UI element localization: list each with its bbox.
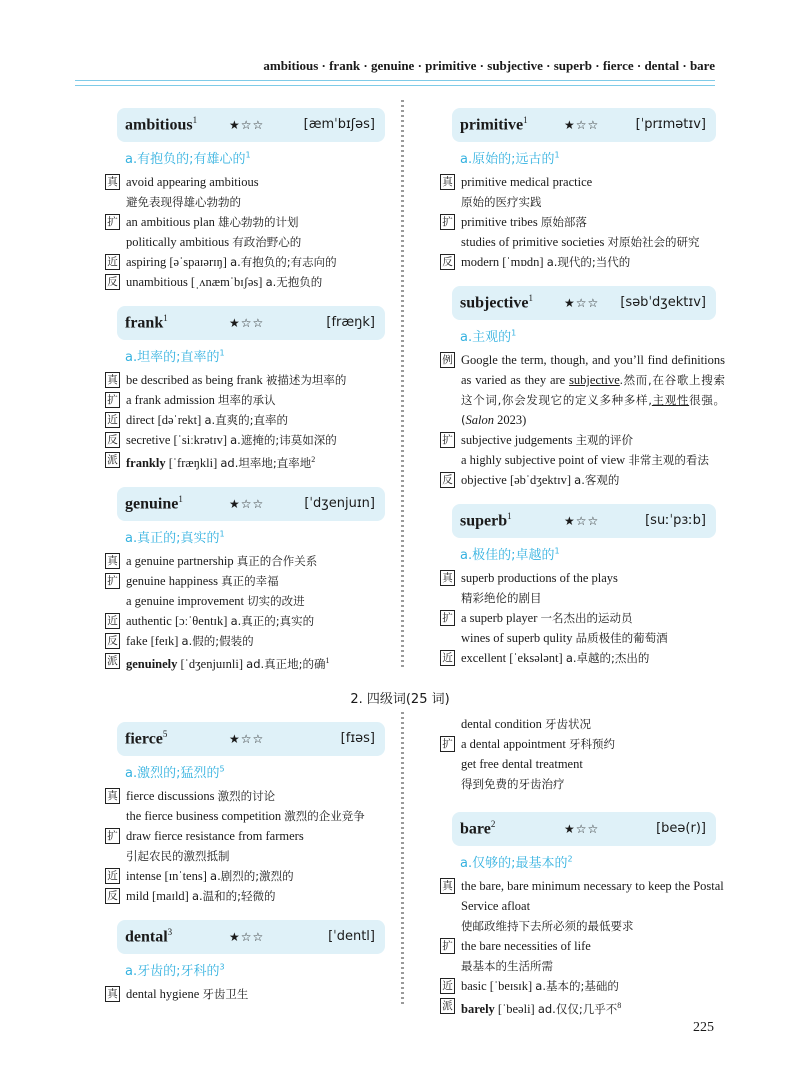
example-line: 最基本的生活所需 xyxy=(461,959,553,973)
entry-bare xyxy=(440,812,725,1019)
tag-synonym: 近 xyxy=(105,254,120,270)
tag-real-exam: 真 xyxy=(105,553,120,569)
tag-antonym: 反 xyxy=(440,254,455,270)
tag-real-exam: 真 xyxy=(105,372,120,388)
tag-example: 例 xyxy=(440,352,455,368)
tag-antonym: 反 xyxy=(105,274,120,290)
definition: a.主观的$^1$ xyxy=(460,328,517,345)
tag-extension: 扩 xyxy=(105,573,120,589)
headword: ambitious$^1$ xyxy=(125,115,198,134)
tag-real-exam: 真 xyxy=(105,986,120,1002)
example-line: 扩 genuine happiness 真正的幸福 xyxy=(105,571,395,591)
column-divider-top xyxy=(398,100,406,668)
tag-derivative: 派 xyxy=(105,653,120,669)
example-line: 扩 an ambitious plan 雄心勃勃的计划 xyxy=(105,212,395,232)
example-line: 例 Google the term, though, and you’ll find definitions as varied as they are subjective.然而,在谷歌上搜索这个词,你会发现它的定义多种多样,主观性很强。(Salon 2023) xyxy=(440,350,725,430)
synonym-line: 近 excellent [ˈeksələnt] a.卓越的;杰出的 xyxy=(440,648,725,668)
pronunciation: [fɪəs] xyxy=(340,731,375,746)
antonym-line: 反 unambitious [ˌʌnæmˈbɪʃəs] a.无抱负的 xyxy=(105,272,395,292)
derivative-line: 派 frankly [ˈfræŋkli] ad.坦率地;直率地$^2$ xyxy=(105,450,395,473)
example-line: 真 avoid appearing ambitious xyxy=(105,172,395,192)
tag-extension: 扩 xyxy=(440,610,455,626)
definition: a.原始的;远古的$^1$ xyxy=(460,150,560,167)
right-column-bottom xyxy=(440,714,725,1029)
entry-ambitious xyxy=(105,108,395,292)
definition: a.仅够的;最基本的$^2$ xyxy=(460,854,573,871)
tag-antonym: 反 xyxy=(105,888,120,904)
headword-box xyxy=(452,286,716,320)
tag-real-exam: 真 xyxy=(440,174,455,190)
entry-genuine xyxy=(105,487,395,674)
derivative-line: 派 barely [ˈbeəli] ad.仅仅;几乎不$^8$ xyxy=(440,996,725,1019)
tag-synonym: 近 xyxy=(105,412,120,428)
pronunciation: [æmˈbɪʃəs] xyxy=(303,117,375,132)
definition: a.坦率的;直率的$^1$ xyxy=(125,348,225,365)
example-line: 真 superb productions of the plays xyxy=(440,568,725,588)
example-line: 扩 a superb player 一名杰出的运动员 xyxy=(440,608,725,628)
entry-subjective xyxy=(440,286,725,490)
column-divider-bottom xyxy=(398,712,406,1005)
headword-box xyxy=(452,504,716,538)
page-number: 225 xyxy=(693,1020,714,1035)
headword-box xyxy=(117,108,385,142)
example-line: the fierce business competition 激烈的企业竞争 xyxy=(126,809,365,823)
tag-synonym: 近 xyxy=(105,613,120,629)
frequency-stars: ★☆☆ xyxy=(564,118,600,132)
headword-box xyxy=(117,306,385,340)
example-line: dental condition 牙齿状况 xyxy=(461,717,592,731)
example-line: 精彩绝伦的剧目 xyxy=(461,591,542,605)
example-line: 真 the bare, bare minimum necessary to keep the Postal Service afloat xyxy=(440,876,725,916)
tag-real-exam: 真 xyxy=(105,174,120,190)
antonym-line: 反 secretive [ˈsiːkrətɪv] a.遮掩的;讳莫如深的 xyxy=(105,430,395,450)
tag-synonym: 近 xyxy=(440,978,455,994)
frequency-stars: ★☆☆ xyxy=(229,118,265,132)
frequency-stars: ★☆☆ xyxy=(229,930,265,944)
tag-extension: 扩 xyxy=(440,736,455,752)
frequency-stars: ★☆☆ xyxy=(564,822,600,836)
example-line: a highly subjective point of view 非常主观的看法 xyxy=(461,453,709,467)
pronunciation: [ˈdentl] xyxy=(328,929,375,944)
running-header: ambitious · frank · genuine · primitive · subjective · superb · fierce · dental · bare xyxy=(263,58,715,73)
tag-synonym: 近 xyxy=(440,650,455,666)
pronunciation: [fræŋk] xyxy=(326,315,375,330)
synonym-line: 近 aspiring [əˈspaɪərɪŋ] a.有抱负的;有志向的 xyxy=(105,252,395,272)
entry-frank xyxy=(105,306,395,473)
derivative-line: 派 genuinely [ˈdʒenjuɪnli] ad.真正地;的确$^1$ xyxy=(105,651,395,674)
headword: frank$^1$ xyxy=(125,313,168,332)
headword: primitive$^1$ xyxy=(460,115,528,134)
example-line: 使邮政维持下去所必须的最低要求 xyxy=(461,919,634,933)
definition: a.真正的;真实的$^1$ xyxy=(125,529,225,547)
synonym-line: 近 basic [ˈbeɪsɪk] a.基本的;基础的 xyxy=(440,976,725,996)
tag-extension: 扩 xyxy=(105,214,120,230)
header-rule xyxy=(75,80,715,86)
antonym-line: 反 fake [feɪk] a.假的;假装的 xyxy=(105,631,395,651)
left-column-bottom xyxy=(105,722,395,1014)
synonym-line: 近 authentic [ɔːˈθentɪk] a.真正的;真实的 xyxy=(105,611,395,631)
example-line: 真 fierce discussions 激烈的讨论 xyxy=(105,786,395,806)
pronunciation: [suːˈpɜːb] xyxy=(645,513,706,528)
example-line: wines of superb qulity 品质极佳的葡萄酒 xyxy=(461,631,668,645)
frequency-stars: ★☆☆ xyxy=(564,514,600,528)
headword: genuine$^1$ xyxy=(125,494,183,513)
entry-fierce xyxy=(105,722,395,906)
headword: subjective$^1$ xyxy=(460,293,533,312)
headword-box xyxy=(452,812,716,846)
example-line: 引起农民的激烈抵制 xyxy=(126,849,230,863)
headword-box xyxy=(452,108,716,142)
example-line: 扩 a dental appointment 牙科预约 xyxy=(440,734,725,754)
frequency-stars: ★☆☆ xyxy=(229,316,265,330)
example-line: 真 dental hygiene 牙齿卫生 xyxy=(105,984,395,1004)
tag-extension: 扩 xyxy=(105,392,120,408)
frequency-stars: ★☆☆ xyxy=(564,296,600,310)
synonym-line: 近 intense [ɪnˈtens] a.剧烈的;激烈的 xyxy=(105,866,395,886)
entry-dental xyxy=(105,920,395,1004)
tag-extension: 扩 xyxy=(440,432,455,448)
synonym-line: 近 direct [dəˈrekt] a.直爽的;直率的 xyxy=(105,410,395,430)
definition: a.激烈的;猛烈的$^5$ xyxy=(125,764,225,781)
example-line: a genuine improvement 切实的改进 xyxy=(126,594,305,609)
headword: superb$^1$ xyxy=(460,511,512,530)
tag-derivative: 派 xyxy=(440,998,455,1014)
pronunciation: [ˈdʒenjuɪn] xyxy=(304,496,375,512)
tag-extension: 扩 xyxy=(440,938,455,954)
headword: dental$^3$ xyxy=(125,927,173,946)
example-line: 避免表现得雄心勃勃的 xyxy=(126,195,241,209)
definition: a.极佳的;卓越的$^1$ xyxy=(460,546,560,563)
headword-box xyxy=(117,722,385,756)
definition: a.有抱负的;有雄心的$^1$ xyxy=(125,150,251,167)
right-column-top xyxy=(440,108,725,678)
example-line: 扩 the bare necessities of life xyxy=(440,936,725,956)
definition: a.牙齿的;牙科的$^3$ xyxy=(125,962,225,979)
example-line: 扩 primitive tribes 原始部落 xyxy=(440,212,725,232)
tag-extension: 扩 xyxy=(440,214,455,230)
entry-superb xyxy=(440,504,725,668)
example-line: 真 primitive medical practice xyxy=(440,172,725,192)
tag-real-exam: 真 xyxy=(440,570,455,586)
antonym-line: 反 mild [maɪld] a.温和的;轻微的 xyxy=(105,886,395,906)
example-line: 真 a genuine partnership 真正的合作关系 xyxy=(105,551,395,571)
example-line: 扩 a frank admission 坦率的承认 xyxy=(105,390,395,410)
example-line: 扩 subjective judgements 主观的评价 xyxy=(440,430,725,450)
tag-synonym: 近 xyxy=(105,868,120,884)
headword-box xyxy=(117,487,385,521)
antonym-line: 反 objective [əbˈdʒektɪv] a.客观的 xyxy=(440,470,725,490)
left-column-top xyxy=(105,108,395,684)
frequency-stars: ★☆☆ xyxy=(229,497,265,512)
pronunciation: [ˈprɪmətɪv] xyxy=(635,117,706,132)
tag-real-exam: 真 xyxy=(105,788,120,804)
tag-derivative: 派 xyxy=(105,452,120,468)
example-line: politically ambitious 有政治野心的 xyxy=(126,235,302,249)
tag-antonym: 反 xyxy=(440,472,455,488)
headword: bare$^2$ xyxy=(460,819,496,838)
pronunciation: [beə(r)] xyxy=(656,821,706,836)
frequency-stars: ★☆☆ xyxy=(229,732,265,746)
example-line: get free dental treatment xyxy=(461,757,583,771)
example-line: studies of primitive societies 对原始社会的研究 xyxy=(461,235,700,249)
example-line: 扩 draw fierce resistance from farmers xyxy=(105,826,395,846)
tag-real-exam: 真 xyxy=(440,878,455,894)
antonym-line: 反 modern [ˈmɒdn] a.现代的;当代的 xyxy=(440,252,725,272)
example-line: 真 be described as being frank 被描述为坦率的 xyxy=(105,370,395,390)
section-title: 2. 四级词(25 词) xyxy=(350,692,450,707)
tag-extension: 扩 xyxy=(105,828,120,844)
tag-antonym: 反 xyxy=(105,432,120,448)
example-line: 原始的医疗实践 xyxy=(461,195,542,209)
headword-box xyxy=(117,920,385,954)
headword: fierce$^5$ xyxy=(125,729,168,748)
example-line: 得到免费的牙齿治疗 xyxy=(461,777,565,791)
entry-primitive xyxy=(440,108,725,272)
tag-antonym: 反 xyxy=(105,633,120,649)
pronunciation: [səbˈdʒektɪv] xyxy=(620,295,706,310)
